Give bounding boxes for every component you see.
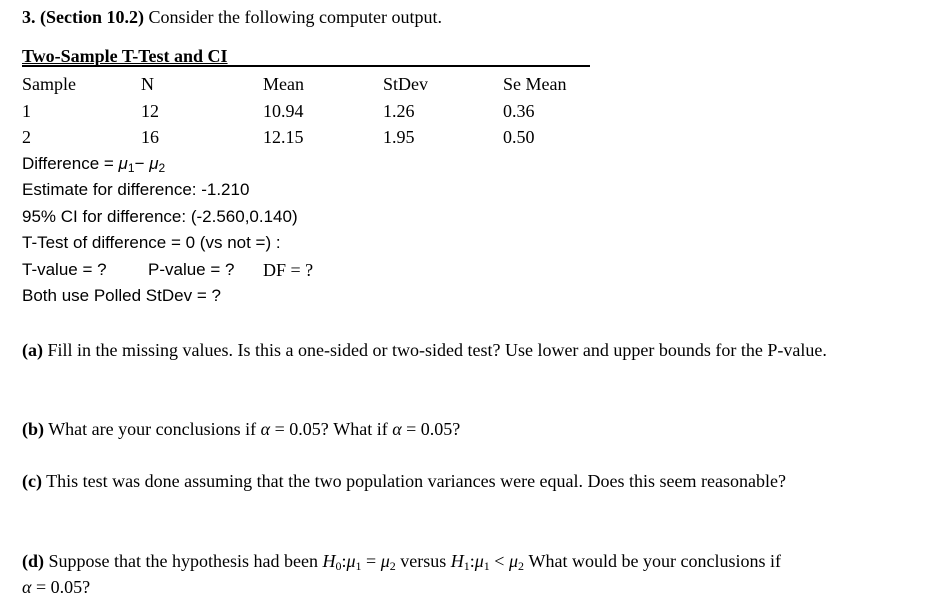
pooled-stdev-line: Both use Polled StDev = ? <box>22 286 221 305</box>
pvalue: P-value = ? <box>148 260 235 279</box>
question-d-label: (d) <box>22 551 44 571</box>
problem-intro: Consider the following computer output. <box>148 7 442 27</box>
question-c-label: (c) <box>22 471 42 491</box>
table-cell: 12.15 <box>263 127 304 147</box>
table-cell: 1 <box>22 101 31 121</box>
col-header-stdev: StDev <box>383 74 428 94</box>
problem-heading <box>22 8 442 26</box>
table-cell: 2 <box>22 127 31 147</box>
output-title-rule <box>22 65 590 67</box>
col-header-sample: Sample <box>22 74 76 94</box>
col-header-n: N <box>141 74 154 94</box>
problem-section: (Section 10.2) <box>40 7 144 27</box>
question-c-text: This test was done assuming that the two population variances were equal. Does this seem reasonable? <box>46 471 786 491</box>
table-cell: 16 <box>141 127 159 147</box>
table-cell: 1.26 <box>383 101 415 121</box>
table-cell: 1.95 <box>383 127 415 147</box>
question-a <box>22 341 827 359</box>
question-d-continued: α = 0.05? <box>22 577 91 597</box>
question-d: (d) Suppose that the hypothesis had been $H_0:\mu_1 = \mu_2$ versus $H_1:\mu_1 < \mu_2$ What would be your conclusions if <box>22 551 781 573</box>
table-cell: 0.50 <box>503 127 535 147</box>
col-header-mean: Mean <box>263 74 304 94</box>
table-cell: 12 <box>141 101 159 121</box>
difference-definition: Difference = $\mu_1- \mu_2$ <box>22 154 166 175</box>
ttest-line: T-Test of difference = 0 (vs not =) : <box>22 233 281 252</box>
df-value: DF = ? <box>263 260 314 280</box>
tvalue: T-value = ? <box>22 260 107 279</box>
col-header-semean: Se Mean <box>503 74 567 94</box>
table-cell: 0.36 <box>503 101 535 121</box>
estimate-line: Estimate for difference: -1.210 <box>22 180 250 199</box>
output-title: Two-Sample T-Test and CI <box>22 46 228 66</box>
question-b: (b) What are your conclusions if α = 0.05? What if α = 0.05? <box>22 419 461 439</box>
ci-line: 95% CI for difference: (-2.560,0.140) <box>22 207 298 226</box>
table-cell: 10.94 <box>263 101 304 121</box>
question-c <box>22 472 786 490</box>
question-a-label: (a) <box>22 340 43 360</box>
question-a-text: Fill in the missing values. Is this a one-sided or two-sided test? Use lower and upper bounds for the P-value. <box>47 340 827 360</box>
problem-number: 3. <box>22 7 36 27</box>
question-b-label: (b) <box>22 419 44 439</box>
